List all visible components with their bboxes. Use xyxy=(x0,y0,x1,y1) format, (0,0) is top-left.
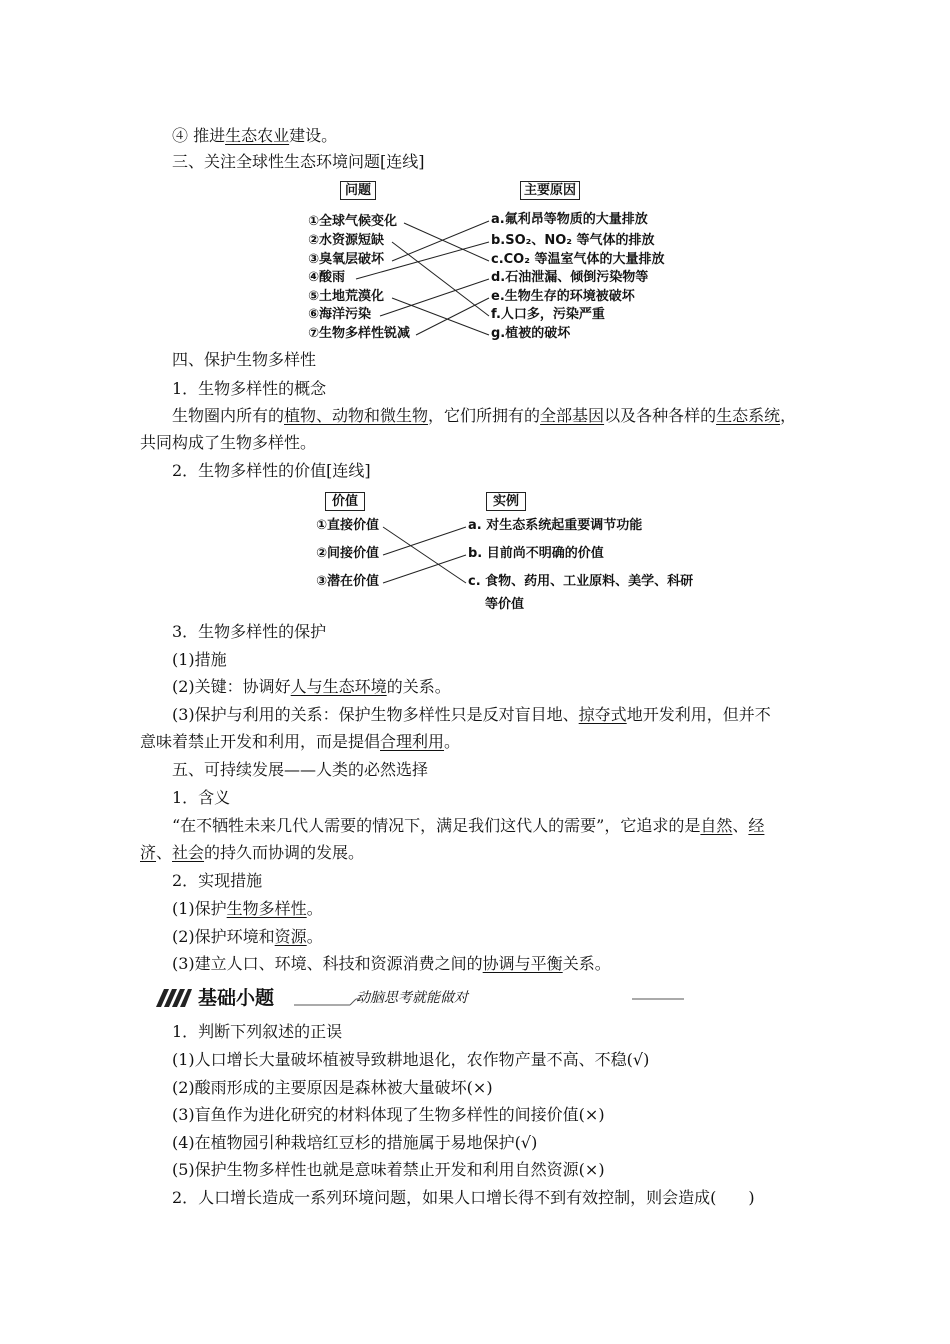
question: 1．判断下列叙述的正误 xyxy=(172,1022,343,1041)
quiz-item: (4)在植物园引种栽培红豆杉的措施属于易地保护(√) xyxy=(172,1133,538,1152)
diagram2-left-item: ①直接价值 xyxy=(316,518,380,533)
diagram1-right-item: b.SO₂、NO₂ 等气体的排放 xyxy=(491,233,655,248)
section-heading: 五、可持续发展——人类的必然选择 xyxy=(172,760,429,779)
diagram2-connector xyxy=(383,555,466,583)
diagram2-left-item: ②间接价值 xyxy=(316,546,380,561)
text-line: (1)措施 xyxy=(172,650,227,669)
text-line: ④ 推进生态农业建设。 xyxy=(172,126,338,145)
question: 2．人口增长造成一系列环境问题，如果人口增长得不到有效控制，则会造成( ) xyxy=(172,1188,755,1207)
diagram1-left-item: ⑤土地荒漠化 xyxy=(308,289,385,304)
diagram2-header-right: 实例 xyxy=(486,492,526,511)
text-line: 1．含义 xyxy=(172,788,231,807)
section-heading: 三、关注全球性生态环境问题[连线] xyxy=(172,152,425,171)
text-line: (3)保护与利用的关系：保护生物多样性只是反对盲目地、掠夺式地开发利用，但并不 xyxy=(172,705,771,724)
text-line: 生物圈内所有的植物、动物和微生物，它们所拥有的全部基因以及各种各样的生态系统， xyxy=(172,406,797,425)
diagram1-left-item: ③臭氧层破坏 xyxy=(308,252,385,267)
diagram2-right-item: b. 目前尚不明确的价值 xyxy=(468,546,604,561)
diagram2-connector xyxy=(383,527,466,555)
quiz-item: (2)酸雨形成的主要原因是森林被大量破坏(×) xyxy=(172,1078,493,1097)
diagram1-connector xyxy=(356,242,489,279)
section-heading: 四、保护生物多样性 xyxy=(172,350,317,369)
stripes-icon xyxy=(156,989,192,1007)
text-line: 3．生物多样性的保护 xyxy=(172,622,327,641)
diagram1-right-item: g.植被的破坏 xyxy=(491,326,571,341)
diagram1-header-right: 主要原因 xyxy=(520,181,580,200)
diagram1-left-item: ⑥海洋污染 xyxy=(308,307,372,322)
diagram2-right-item: c. 食物、药用、工业原料、美学、科研 xyxy=(468,574,694,589)
diagram1-connector xyxy=(404,223,489,261)
diagram1-right-item: f.人口多，污染严重 xyxy=(491,307,605,322)
diagram1-right-item: a.氟利昂等物质的大量排放 xyxy=(491,212,648,227)
text-line: (2)保护环境和资源。 xyxy=(172,927,323,946)
diagram1-right-item: e.生物生存的环境被破坏 xyxy=(491,289,635,304)
diagram2-left-item: ③潜在价值 xyxy=(316,574,380,589)
text-line: (2)关键：协调好人与生态环境的关系。 xyxy=(172,677,451,696)
text-line: 1．生物多样性的概念 xyxy=(172,379,327,398)
diagram2-right-item: 等价值 xyxy=(485,597,525,612)
diagram1-right-item: c.CO₂ 等温室气体的大量排放 xyxy=(491,252,665,267)
quiz-item: (3)盲鱼作为进化研究的材料体现了生物多样性的间接价值(×) xyxy=(172,1105,605,1124)
text-line: 意味着禁止开发和利用，而是提倡合理利用。 xyxy=(140,732,461,751)
diagram1-header-left: 问题 xyxy=(340,181,376,200)
text-line: (3)建立人口、环境、科技和资源消费之间的协调与平衡关系。 xyxy=(172,954,611,973)
diagram1-connector xyxy=(380,279,489,316)
text-line: 2．生物多样性的价值[连线] xyxy=(172,461,371,480)
diagram2-connector xyxy=(383,527,466,583)
diagram1-right-item: d.石油泄漏、倾倒污染物等 xyxy=(491,270,649,285)
text-line: (1)保护生物多样性。 xyxy=(172,899,323,918)
quiz-item: (5)保护生物多样性也就是意味着禁止开发和利用自然资源(×) xyxy=(172,1160,605,1179)
banner-subtitle: 动脑思考就能做对 xyxy=(356,990,468,1006)
diagram1-connector xyxy=(392,298,489,335)
banner-title: 基础小题 xyxy=(198,987,275,1009)
quiz-item: (1)人口增长大量破坏植被导致耕地退化，农作物产量不高、不稳(√) xyxy=(172,1050,650,1069)
diagram2-right-item: a. 对生态系统起重要调节功能 xyxy=(468,518,643,533)
text-line: 2．实现措施 xyxy=(172,871,263,890)
banner-rule xyxy=(294,991,694,1007)
diagram1-left-item: ④酸雨 xyxy=(308,270,346,285)
diagram1-left-item: ⑦生物多样性锐减 xyxy=(308,326,411,341)
diagram1-left-item: ②水资源短缺 xyxy=(308,233,385,248)
text-line: 济、社会的持久而协调的发展。 xyxy=(140,843,365,862)
text-line: 共同构成了生物多样性。 xyxy=(140,433,317,452)
diagram1-left-item: ①全球气候变化 xyxy=(308,214,398,229)
diagram2-header-left: 价值 xyxy=(325,492,365,511)
text-line: “在不牺牲未来几代人需要的情况下，满足我们这代人的需要”，它追求的是自然、经 xyxy=(172,816,765,835)
diagram1-connector xyxy=(416,298,489,335)
